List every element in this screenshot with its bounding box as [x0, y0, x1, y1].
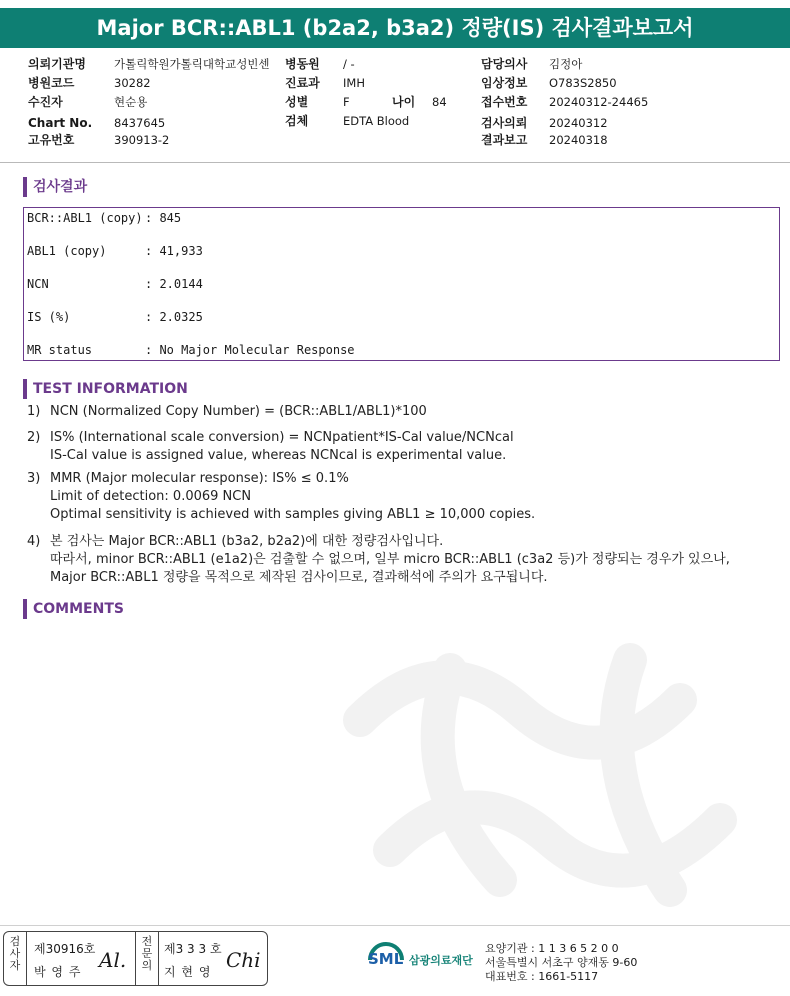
recipient-label: 수진자 — [28, 95, 63, 109]
footer-divider — [0, 925, 790, 926]
address-line: 서울특별시 서초구 양재동 9-60 — [485, 956, 638, 969]
item-line: 본 검사는 Major BCR::ABL1 (b3a2, b2a2)에 대한 정량검사입니다. — [50, 534, 444, 549]
dept-label: 진료과 — [285, 76, 320, 90]
inspector-label: 검사자 — [9, 935, 21, 972]
item-line: IS% (International scale conversion) = NCNpatient*IS-Cal value/NCNcal — [50, 430, 514, 445]
report-title: Major BCR::ABL1 (b2a2, b3a2) 정량(IS) 검사결과보고서 — [0, 8, 790, 48]
result-value: : 845 — [145, 211, 182, 225]
clinical-value: O783S2850 — [549, 76, 617, 90]
item-line: IS-Cal value is assigned value, whereas NCNcal is experimental value. — [50, 448, 507, 463]
inspector-name: 박 영 주 — [34, 965, 82, 979]
chart-label: Chart No. — [28, 116, 93, 130]
result-label: IS (%) — [27, 310, 71, 324]
result-row-ncn — [27, 277, 203, 291]
result-value: : 41,933 — [145, 244, 203, 258]
specialist-number: 제3 3 3 호 — [164, 942, 222, 956]
item-number: 1) — [27, 404, 41, 419]
item-line: 따라서, minor BCR::ABL1 (e1a2)은 검출할 수 없으며, 일부 micro BCR::ABL1 (c3a2 등)가 정량되는 경우가 있으나, — [50, 552, 730, 567]
result-value: : 2.0144 — [145, 277, 203, 291]
specialist-label: 전문의 — [141, 935, 153, 972]
specialist-signature: Chi — [226, 948, 261, 972]
dept-value: IMH — [343, 76, 365, 90]
ward-label: 병동원 — [285, 57, 320, 71]
item-number: 4) — [27, 534, 41, 549]
doctor-label: 담당의사 — [481, 57, 528, 71]
age-label: 나이 — [392, 95, 416, 109]
specialist-name: 지 현 영 — [164, 965, 212, 979]
result-value: : 2.0325 — [145, 310, 203, 324]
signature-box — [3, 931, 268, 986]
result-label: BCR::ABL1 (copy) — [27, 211, 143, 225]
results-section-title: 검사결과 — [23, 177, 87, 197]
item-line: MMR (Major molecular response): IS% ≤ 0.1% — [50, 471, 349, 486]
address-line: 대표번호 : 1661-5117 — [485, 970, 599, 983]
sex-label: 성별 — [285, 95, 309, 109]
header-divider — [0, 162, 790, 163]
result-label: NCN — [27, 277, 49, 291]
unique-label: 고유번호 — [28, 133, 75, 147]
result-row-is — [27, 310, 203, 324]
result-row-abl1 — [27, 244, 203, 258]
separator — [26, 932, 27, 985]
requested-label: 검사의뢰 — [481, 116, 528, 130]
item-line: Major BCR::ABL1 정량을 목적으로 제작된 검사이므로, 결과해석에 주의가 요구됩니다. — [50, 570, 548, 585]
result-label: ABL1 (copy) — [27, 244, 107, 258]
hospital-code-value: 30282 — [114, 76, 151, 90]
specimen-label: 검체 — [285, 114, 309, 128]
results-box — [23, 207, 780, 361]
unique-value: 390913-2 — [114, 133, 170, 147]
age-value: 84 — [432, 95, 447, 109]
recipient-value: 현순용 — [114, 95, 148, 109]
result-row-bcr-abl1 — [27, 211, 181, 225]
specialist-vertical-label — [136, 932, 158, 985]
item-line: Optimal sensitivity is achieved with samples giving ABL1 ≥ 10,000 copies. — [50, 507, 536, 522]
item-line: NCN (Normalized Copy Number) = (BCR::ABL1/ABL1)*100 — [50, 404, 427, 419]
item-number: 2) — [27, 430, 41, 445]
hospital-code-label: 병원코드 — [28, 76, 75, 90]
ward-value: / - — [343, 57, 355, 71]
requested-value: 20240312 — [549, 116, 608, 130]
doctor-value: 김정아 — [549, 57, 583, 71]
item-number: 3) — [27, 471, 41, 486]
receipt-label: 접수번호 — [481, 95, 528, 109]
institution-value: 가톨릭학원가톨릭대학교성빈센 — [114, 57, 270, 71]
result-label: MR status — [27, 343, 93, 357]
receipt-value: 20240312-24465 — [549, 95, 649, 109]
reported-label: 결과보고 — [481, 133, 528, 147]
sml-logo-text: SML — [368, 950, 404, 968]
inspector-vertical-label — [4, 932, 26, 985]
watermark-logo — [300, 600, 780, 940]
inspector-signature: Al. — [99, 948, 127, 972]
result-value: : No Major Molecular Response — [145, 343, 355, 357]
org-name: 삼광의료재단 — [409, 954, 473, 967]
comments-section-title: COMMENTS — [23, 599, 124, 619]
clinical-label: 임상정보 — [481, 76, 528, 90]
separator — [158, 932, 159, 985]
reported-value: 20240318 — [549, 133, 608, 147]
test-info-section-title: TEST INFORMATION — [23, 379, 188, 399]
specimen-value: EDTA Blood — [343, 114, 410, 128]
chart-value: 8437645 — [114, 116, 166, 130]
item-line: Limit of detection: 0.0069 NCN — [50, 489, 252, 504]
address-line: 요양기관 : 1 1 3 6 5 2 0 0 — [485, 942, 619, 955]
result-row-mr-status — [27, 343, 355, 357]
sex-value: F — [343, 95, 350, 109]
inspector-number: 제30916호 — [34, 942, 96, 956]
institution-label: 의뢰기관명 — [28, 57, 86, 71]
